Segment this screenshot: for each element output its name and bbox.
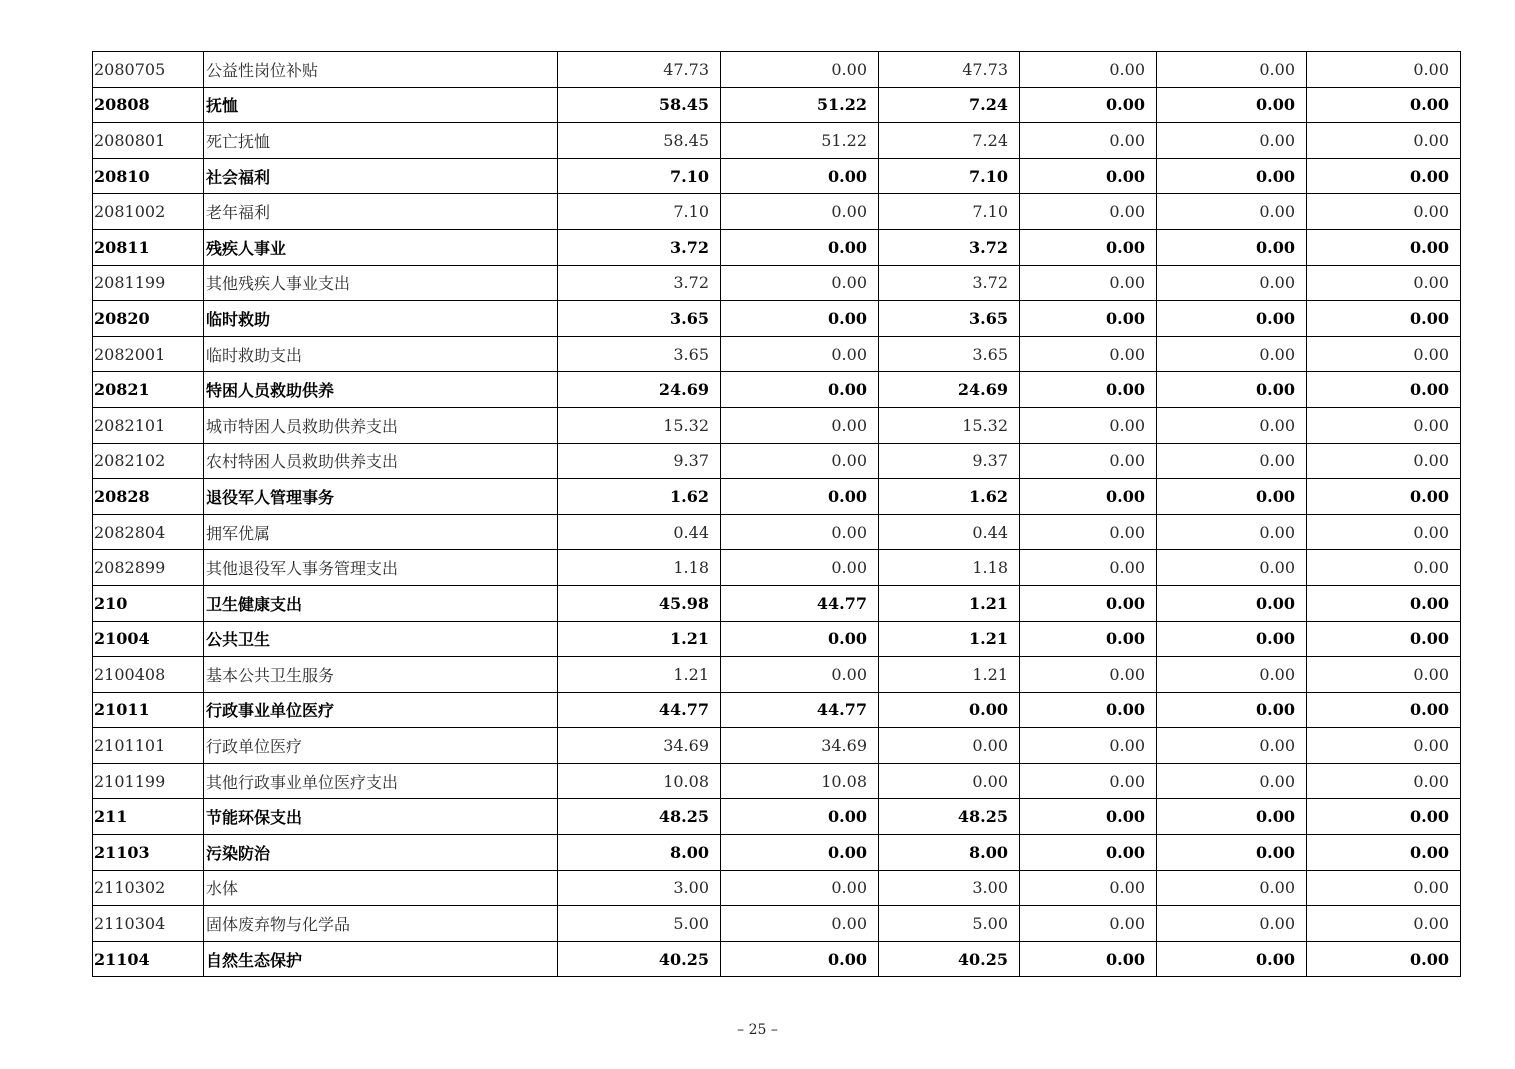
account-name-cell: 其他退役军人事务管理支出 [204, 550, 558, 586]
account-code-cell: 210 [93, 585, 204, 621]
account-code-cell: 2082804 [93, 514, 204, 550]
account-code-cell: 20808 [93, 87, 204, 123]
basic-expenditure-cell: 0.00 [721, 657, 879, 693]
basic-expenditure-cell: 44.77 [721, 585, 879, 621]
amount-col6-cell: 0.00 [1307, 158, 1461, 194]
account-name-cell: 拥军优属 [204, 514, 558, 550]
account-code-cell: 211 [93, 799, 204, 835]
account-code-cell: 21004 [93, 621, 204, 657]
basic-expenditure-cell: 0.00 [721, 906, 879, 942]
basic-expenditure-cell: 0.00 [721, 52, 879, 88]
account-code-cell: 20820 [93, 301, 204, 337]
account-code-cell: 2082102 [93, 443, 204, 479]
amount-col6-cell: 0.00 [1307, 336, 1461, 372]
amount-col4-cell: 0.00 [1020, 158, 1157, 194]
account-name-cell: 公共卫生 [204, 621, 558, 657]
total-amount-cell: 1.18 [558, 550, 721, 586]
total-amount-cell: 3.72 [558, 229, 721, 265]
amount-col6-cell: 0.00 [1307, 372, 1461, 408]
table-row [93, 763, 1461, 799]
account-code-cell: 2082001 [93, 336, 204, 372]
project-expenditure-cell: 7.10 [879, 158, 1020, 194]
table-row [93, 229, 1461, 265]
table-row [93, 941, 1461, 977]
total-amount-cell: 24.69 [558, 372, 721, 408]
project-expenditure-cell: 0.00 [879, 692, 1020, 728]
account-code-cell: 2082101 [93, 407, 204, 443]
amount-col4-cell: 0.00 [1020, 443, 1157, 479]
amount-col5-cell: 0.00 [1157, 692, 1307, 728]
amount-col6-cell: 0.00 [1307, 301, 1461, 337]
project-expenditure-cell: 3.65 [879, 336, 1020, 372]
account-code-cell: 2101101 [93, 728, 204, 764]
basic-expenditure-cell: 44.77 [721, 692, 879, 728]
amount-col4-cell: 0.00 [1020, 763, 1157, 799]
amount-col5-cell: 0.00 [1157, 941, 1307, 977]
table-row [93, 479, 1461, 515]
table-row [93, 301, 1461, 337]
amount-col6-cell: 0.00 [1307, 763, 1461, 799]
table-row [93, 407, 1461, 443]
basic-expenditure-cell: 0.00 [721, 336, 879, 372]
account-name-cell: 临时救助 [204, 301, 558, 337]
amount-col5-cell: 0.00 [1157, 443, 1307, 479]
table-row [93, 443, 1461, 479]
amount-col5-cell: 0.00 [1157, 301, 1307, 337]
amount-col6-cell: 0.00 [1307, 621, 1461, 657]
amount-col6-cell: 0.00 [1307, 479, 1461, 515]
account-name-cell: 特困人员救助供养 [204, 372, 558, 408]
amount-col5-cell: 0.00 [1157, 229, 1307, 265]
basic-expenditure-cell: 0.00 [721, 941, 879, 977]
basic-expenditure-cell: 0.00 [721, 194, 879, 230]
table-row [93, 52, 1461, 88]
total-amount-cell: 3.00 [558, 870, 721, 906]
account-name-cell: 农村特困人员救助供养支出 [204, 443, 558, 479]
amount-col5-cell: 0.00 [1157, 835, 1307, 871]
table-row [93, 87, 1461, 123]
project-expenditure-cell: 15.32 [879, 407, 1020, 443]
account-code-cell: 20828 [93, 479, 204, 515]
amount-col4-cell: 0.00 [1020, 87, 1157, 123]
total-amount-cell: 58.45 [558, 87, 721, 123]
account-name-cell: 死亡抚恤 [204, 123, 558, 159]
account-code-cell: 2081199 [93, 265, 204, 301]
total-amount-cell: 1.21 [558, 657, 721, 693]
account-code-cell: 20821 [93, 372, 204, 408]
table-row [93, 514, 1461, 550]
account-code-cell: 20811 [93, 229, 204, 265]
amount-col5-cell: 0.00 [1157, 479, 1307, 515]
amount-col4-cell: 0.00 [1020, 657, 1157, 693]
project-expenditure-cell: 5.00 [879, 906, 1020, 942]
project-expenditure-cell: 7.24 [879, 87, 1020, 123]
total-amount-cell: 3.72 [558, 265, 721, 301]
total-amount-cell: 7.10 [558, 158, 721, 194]
amount-col5-cell: 0.00 [1157, 372, 1307, 408]
table-row [93, 550, 1461, 586]
account-name-cell: 自然生态保护 [204, 941, 558, 977]
amount-col6-cell: 0.00 [1307, 692, 1461, 728]
amount-col5-cell: 0.00 [1157, 52, 1307, 88]
table-row [93, 123, 1461, 159]
project-expenditure-cell: 1.62 [879, 479, 1020, 515]
total-amount-cell: 3.65 [558, 301, 721, 337]
amount-col5-cell: 0.00 [1157, 550, 1307, 586]
table-row [93, 194, 1461, 230]
account-code-cell: 2100408 [93, 657, 204, 693]
amount-col4-cell: 0.00 [1020, 52, 1157, 88]
project-expenditure-cell: 1.21 [879, 657, 1020, 693]
amount-col4-cell: 0.00 [1020, 265, 1157, 301]
total-amount-cell: 1.21 [558, 621, 721, 657]
basic-expenditure-cell: 0.00 [721, 158, 879, 194]
account-name-cell: 其他行政事业单位医疗支出 [204, 763, 558, 799]
account-code-cell: 2101199 [93, 763, 204, 799]
account-name-cell: 残疾人事业 [204, 229, 558, 265]
amount-col4-cell: 0.00 [1020, 336, 1157, 372]
basic-expenditure-cell: 0.00 [721, 443, 879, 479]
amount-col4-cell: 0.00 [1020, 479, 1157, 515]
basic-expenditure-cell: 0.00 [721, 372, 879, 408]
account-name-cell: 社会福利 [204, 158, 558, 194]
account-name-cell: 卫生健康支出 [204, 585, 558, 621]
table-row [93, 835, 1461, 871]
table-row [93, 870, 1461, 906]
amount-col5-cell: 0.00 [1157, 763, 1307, 799]
project-expenditure-cell: 9.37 [879, 443, 1020, 479]
amount-col5-cell: 0.00 [1157, 585, 1307, 621]
table-row [93, 621, 1461, 657]
total-amount-cell: 7.10 [558, 194, 721, 230]
total-amount-cell: 1.62 [558, 479, 721, 515]
account-name-cell: 行政单位医疗 [204, 728, 558, 764]
total-amount-cell: 10.08 [558, 763, 721, 799]
total-amount-cell: 0.44 [558, 514, 721, 550]
table-row [93, 265, 1461, 301]
project-expenditure-cell: 3.65 [879, 301, 1020, 337]
basic-expenditure-cell: 34.69 [721, 728, 879, 764]
account-name-cell: 固体废弃物与化学品 [204, 906, 558, 942]
basic-expenditure-cell: 0.00 [721, 870, 879, 906]
table-row [93, 585, 1461, 621]
amount-col6-cell: 0.00 [1307, 835, 1461, 871]
total-amount-cell: 47.73 [558, 52, 721, 88]
account-name-cell: 城市特困人员救助供养支出 [204, 407, 558, 443]
project-expenditure-cell: 8.00 [879, 835, 1020, 871]
table-row [93, 372, 1461, 408]
amount-col5-cell: 0.00 [1157, 87, 1307, 123]
amount-col6-cell: 0.00 [1307, 585, 1461, 621]
account-code-cell: 21011 [93, 692, 204, 728]
amount-col4-cell: 0.00 [1020, 585, 1157, 621]
amount-col6-cell: 0.00 [1307, 870, 1461, 906]
account-code-cell: 21103 [93, 835, 204, 871]
amount-col5-cell: 0.00 [1157, 336, 1307, 372]
amount-col5-cell: 0.00 [1157, 123, 1307, 159]
total-amount-cell: 15.32 [558, 407, 721, 443]
amount-col6-cell: 0.00 [1307, 657, 1461, 693]
project-expenditure-cell: 1.21 [879, 621, 1020, 657]
table-row [93, 906, 1461, 942]
account-code-cell: 2110304 [93, 906, 204, 942]
project-expenditure-cell: 48.25 [879, 799, 1020, 835]
amount-col6-cell: 0.00 [1307, 265, 1461, 301]
project-expenditure-cell: 0.00 [879, 728, 1020, 764]
total-amount-cell: 44.77 [558, 692, 721, 728]
account-name-cell: 其他残疾人事业支出 [204, 265, 558, 301]
amount-col5-cell: 0.00 [1157, 728, 1307, 764]
amount-col4-cell: 0.00 [1020, 372, 1157, 408]
project-expenditure-cell: 3.72 [879, 265, 1020, 301]
account-name-cell: 基本公共卫生服务 [204, 657, 558, 693]
basic-expenditure-cell: 0.00 [721, 301, 879, 337]
total-amount-cell: 45.98 [558, 585, 721, 621]
amount-col5-cell: 0.00 [1157, 870, 1307, 906]
page-number: – 25 – [737, 1022, 778, 1038]
table-row [93, 336, 1461, 372]
table-row [93, 692, 1461, 728]
amount-col4-cell: 0.00 [1020, 906, 1157, 942]
amount-col6-cell: 0.00 [1307, 123, 1461, 159]
basic-expenditure-cell: 0.00 [721, 621, 879, 657]
amount-col4-cell: 0.00 [1020, 621, 1157, 657]
project-expenditure-cell: 3.72 [879, 229, 1020, 265]
amount-col6-cell: 0.00 [1307, 194, 1461, 230]
account-name-cell: 水体 [204, 870, 558, 906]
amount-col4-cell: 0.00 [1020, 870, 1157, 906]
account-name-cell: 污染防治 [204, 835, 558, 871]
account-code-cell: 2080801 [93, 123, 204, 159]
table-row [93, 728, 1461, 764]
amount-col5-cell: 0.00 [1157, 657, 1307, 693]
basic-expenditure-cell: 0.00 [721, 550, 879, 586]
project-expenditure-cell: 7.24 [879, 123, 1020, 159]
total-amount-cell: 48.25 [558, 799, 721, 835]
table-row [93, 657, 1461, 693]
project-expenditure-cell: 0.00 [879, 763, 1020, 799]
amount-col5-cell: 0.00 [1157, 906, 1307, 942]
amount-col6-cell: 0.00 [1307, 443, 1461, 479]
amount-col5-cell: 0.00 [1157, 407, 1307, 443]
amount-col6-cell: 0.00 [1307, 52, 1461, 88]
amount-col4-cell: 0.00 [1020, 407, 1157, 443]
account-name-cell: 临时救助支出 [204, 336, 558, 372]
account-code-cell: 2110302 [93, 870, 204, 906]
basic-expenditure-cell: 0.00 [721, 835, 879, 871]
amount-col4-cell: 0.00 [1020, 514, 1157, 550]
project-expenditure-cell: 1.18 [879, 550, 1020, 586]
amount-col5-cell: 0.00 [1157, 514, 1307, 550]
amount-col6-cell: 0.00 [1307, 87, 1461, 123]
amount-col6-cell: 0.00 [1307, 550, 1461, 586]
total-amount-cell: 34.69 [558, 728, 721, 764]
table-row [93, 158, 1461, 194]
total-amount-cell: 58.45 [558, 123, 721, 159]
amount-col5-cell: 0.00 [1157, 158, 1307, 194]
amount-col6-cell: 0.00 [1307, 799, 1461, 835]
total-amount-cell: 5.00 [558, 906, 721, 942]
amount-col4-cell: 0.00 [1020, 835, 1157, 871]
amount-col6-cell: 0.00 [1307, 728, 1461, 764]
amount-col4-cell: 0.00 [1020, 941, 1157, 977]
account-name-cell: 行政事业单位医疗 [204, 692, 558, 728]
amount-col6-cell: 0.00 [1307, 906, 1461, 942]
amount-col4-cell: 0.00 [1020, 301, 1157, 337]
budget-table-container [92, 51, 1460, 977]
total-amount-cell: 8.00 [558, 835, 721, 871]
amount-col4-cell: 0.00 [1020, 728, 1157, 764]
project-expenditure-cell: 1.21 [879, 585, 1020, 621]
project-expenditure-cell: 47.73 [879, 52, 1020, 88]
basic-expenditure-cell: 0.00 [721, 229, 879, 265]
amount-col4-cell: 0.00 [1020, 692, 1157, 728]
amount-col6-cell: 0.00 [1307, 514, 1461, 550]
amount-col6-cell: 0.00 [1307, 407, 1461, 443]
project-expenditure-cell: 7.10 [879, 194, 1020, 230]
account-code-cell: 21104 [93, 941, 204, 977]
amount-col5-cell: 0.00 [1157, 265, 1307, 301]
basic-expenditure-cell: 51.22 [721, 87, 879, 123]
amount-col4-cell: 0.00 [1020, 229, 1157, 265]
total-amount-cell: 9.37 [558, 443, 721, 479]
amount-col5-cell: 0.00 [1157, 621, 1307, 657]
basic-expenditure-cell: 0.00 [721, 265, 879, 301]
basic-expenditure-cell: 10.08 [721, 763, 879, 799]
project-expenditure-cell: 0.44 [879, 514, 1020, 550]
account-code-cell: 20810 [93, 158, 204, 194]
amount-col5-cell: 0.00 [1157, 799, 1307, 835]
account-name-cell: 公益性岗位补贴 [204, 52, 558, 88]
basic-expenditure-cell: 0.00 [721, 799, 879, 835]
amount-col5-cell: 0.00 [1157, 194, 1307, 230]
amount-col6-cell: 0.00 [1307, 941, 1461, 977]
project-expenditure-cell: 24.69 [879, 372, 1020, 408]
budget-table [92, 51, 1461, 977]
total-amount-cell: 3.65 [558, 336, 721, 372]
total-amount-cell: 40.25 [558, 941, 721, 977]
account-name-cell: 老年福利 [204, 194, 558, 230]
amount-col6-cell: 0.00 [1307, 229, 1461, 265]
account-code-cell: 2081002 [93, 194, 204, 230]
amount-col4-cell: 0.00 [1020, 123, 1157, 159]
account-name-cell: 节能环保支出 [204, 799, 558, 835]
basic-expenditure-cell: 0.00 [721, 407, 879, 443]
table-row [93, 799, 1461, 835]
basic-expenditure-cell: 0.00 [721, 514, 879, 550]
account-code-cell: 2080705 [93, 52, 204, 88]
amount-col4-cell: 0.00 [1020, 194, 1157, 230]
basic-expenditure-cell: 0.00 [721, 479, 879, 515]
project-expenditure-cell: 3.00 [879, 870, 1020, 906]
project-expenditure-cell: 40.25 [879, 941, 1020, 977]
basic-expenditure-cell: 51.22 [721, 123, 879, 159]
amount-col4-cell: 0.00 [1020, 799, 1157, 835]
account-name-cell: 退役军人管理事务 [204, 479, 558, 515]
account-code-cell: 2082899 [93, 550, 204, 586]
table-body [93, 52, 1461, 977]
account-name-cell: 抚恤 [204, 87, 558, 123]
amount-col4-cell: 0.00 [1020, 550, 1157, 586]
